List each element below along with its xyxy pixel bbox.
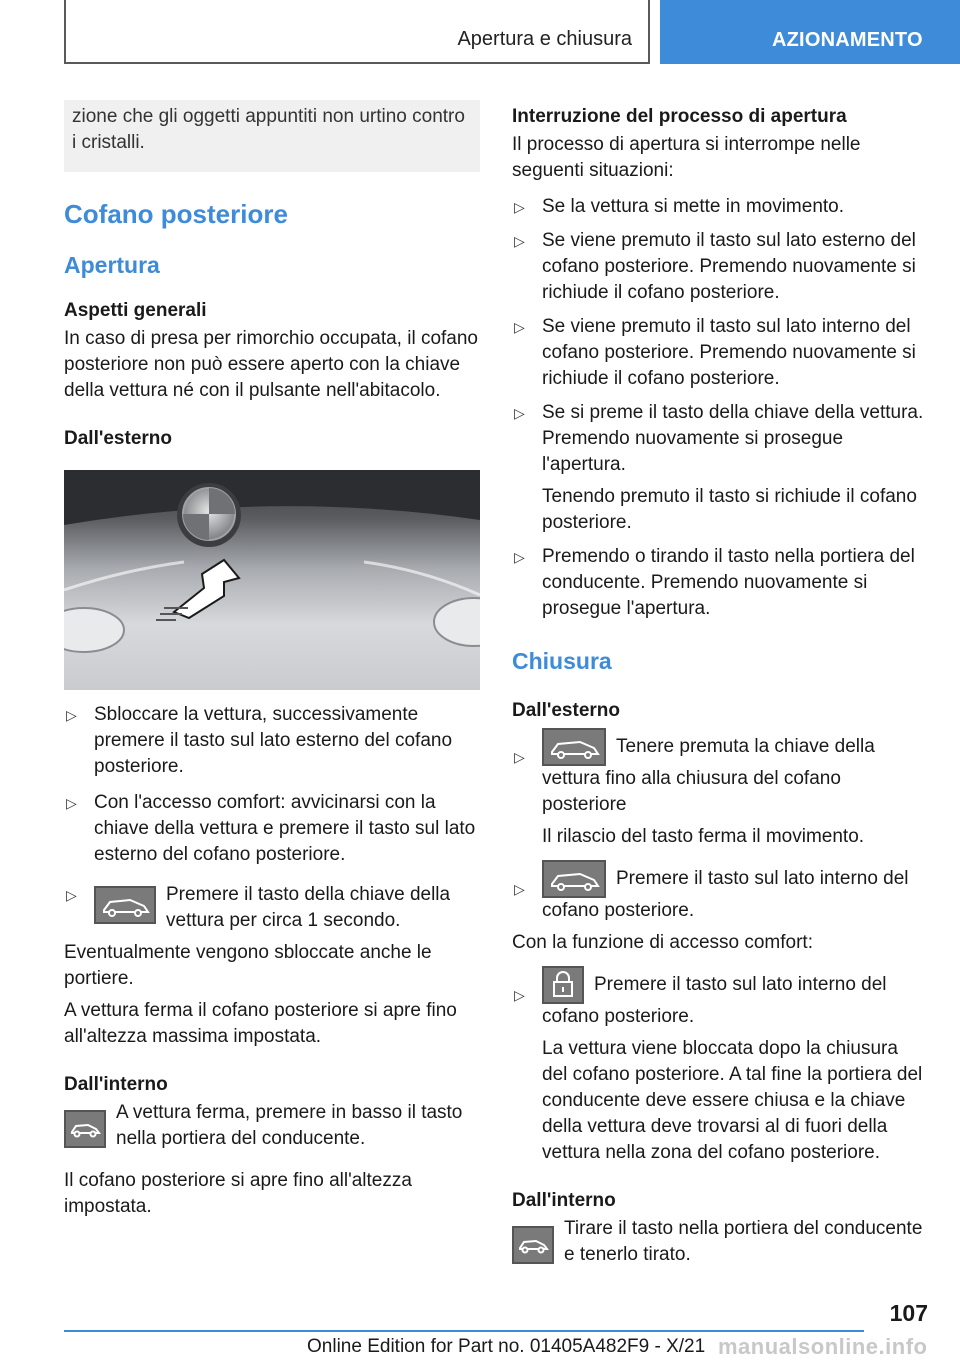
car-tailgate-icon xyxy=(64,1110,106,1148)
car-tailgate-icon xyxy=(542,860,606,898)
list-item: ▷ Se viene premuto il tasto sul lato interno del cofano posteriore. Premendo nuovamente si richiude il cofano posteriore. xyxy=(514,316,916,389)
general-text: In caso di presa per rimorchio occupata, il cofano posteriore non può essere aperto con la chiave della vettura né con il pulsante nell'abitacolo. xyxy=(64,328,478,401)
list-item: ▷ Se si preme il tasto della chiave della vettura. Premendo nuovamente si prosegue l'apertura. Tenendo premuto il tasto si richiude il cofano posteriore. xyxy=(514,402,924,533)
list-item: ▷ Se la vettura si mette in movimento. xyxy=(512,194,928,220)
bullet-icon: ▷ xyxy=(514,199,525,215)
para-doors: Eventualmente vengono sbloccate anche le portiere. xyxy=(64,942,432,989)
inside-close-instruction: Tirare il tasto nella portiera del conducente e tenerlo tirato. xyxy=(512,1216,928,1268)
tailgate-photo-illustration xyxy=(64,470,480,690)
left-column xyxy=(64,100,480,1220)
lock-icon xyxy=(542,966,584,1004)
subsection-title-closing: Chiusura xyxy=(512,648,612,674)
bullet-icon: ▷ xyxy=(66,795,77,811)
heading-interrupt: Interruzione del processo di apertura xyxy=(512,106,847,127)
header-section-title: Apertura e chiusura xyxy=(457,28,632,50)
car-tailgate-icon xyxy=(512,1226,554,1264)
header-chapter-label: AZIONAMENTO xyxy=(772,29,923,51)
header-chapter-tab[interactable] xyxy=(660,0,960,64)
list-item: ▷ Premere il tasto della chiave della vettura per circa 1 secondo. xyxy=(66,884,451,931)
header-section-box xyxy=(64,0,650,64)
tailgate-button-photo xyxy=(64,470,480,690)
watermark-logo: manualsonline.info xyxy=(718,1334,928,1359)
list-item: ▷ Premere il tasto sul lato interno del cofano posteriore. xyxy=(512,860,928,924)
close-bullets xyxy=(512,728,928,924)
car-tailgate-icon xyxy=(94,886,156,924)
para-max-height: A vettura ferma il cofano posteriore si apre fino all'altezza massima impostata. xyxy=(64,1000,457,1047)
inside-instruction: A vettura ferma, premere in basso il tasto nella portiera del conducente. xyxy=(64,1100,480,1152)
opening-bullets xyxy=(64,702,480,934)
bullet-icon: ▷ xyxy=(514,233,525,249)
bullet-icon: ▷ xyxy=(514,549,525,565)
heading-inside: Dall'interno xyxy=(64,1074,168,1095)
bullet-icon: ▷ xyxy=(66,887,77,903)
para-opens-height: Il cofano posteriore si apre fino all'altezza impostata. xyxy=(64,1170,412,1217)
list-item: ▷ Sbloccare la vettura, successivamente premere il tasto sul lato esterno del cofano posteriore. xyxy=(66,704,453,777)
interrupt-text: Il processo di apertura si interrompe nelle seguenti situazioni: xyxy=(512,134,861,181)
interrupt-bullets xyxy=(512,194,928,622)
list-item: ▷ Se viene premuto il tasto sul lato esterno del cofano posteriore. Premendo nuovamente si richiude il cofano posteriore. xyxy=(514,230,916,303)
bullet-icon: ▷ xyxy=(66,707,77,723)
heading-inside-close: Dall'interno xyxy=(512,1190,616,1211)
note-box: zione che gli oggetti appuntiti non urtino contro i cristalli. xyxy=(64,100,480,172)
heading-outside: Dall'esterno xyxy=(64,428,172,449)
subsection-title-opening: Apertura xyxy=(64,252,160,278)
list-item: ▷ Tenere premuta la chiave della vettura fino alla chiusura del cofano posteriore Il rilascio del tasto ferma il movimento. xyxy=(512,728,928,850)
footer-divider xyxy=(64,1330,864,1332)
list-item: ▷ Premere il tasto sul lato interno del cofano posteriore. La vettura viene bloccata dopo la chiusura del cofano posteriore. A tal fine la portiera del conducente deve essere chiusa e la chiave della vettura deve trovarsi al di fuori della vettura nella zona del cofano posteriore. xyxy=(512,966,928,1166)
heading-general: Aspetti generali xyxy=(64,300,207,321)
right-column xyxy=(512,100,928,1268)
bullet-icon: ▷ xyxy=(514,319,525,335)
heading-outside-close: Dall'esterno xyxy=(512,700,620,721)
bullet-icon: ▷ xyxy=(514,749,525,765)
bullet-icon: ▷ xyxy=(514,405,525,421)
bullet-icon: ▷ xyxy=(514,987,525,1003)
lock-bullets xyxy=(512,966,928,1166)
car-tailgate-icon xyxy=(542,728,606,766)
bullet-icon: ▷ xyxy=(514,881,525,897)
section-title: Cofano posteriore xyxy=(64,199,288,229)
page-number: 107 xyxy=(889,1300,928,1326)
list-item: ▷ Premendo o tirando il tasto nella portiera del conducente. Premendo nuovamente si prosegue l'apertura. xyxy=(514,546,915,619)
list-item: ▷ Con l'accesso comfort: avvicinarsi con la chiave della vettura e premere il tasto sul lato esterno del cofano posteriore. xyxy=(66,792,476,865)
comfort-text: Con la funzione di accesso comfort: xyxy=(512,932,813,953)
footer-edition: Online Edition for Part no. 01405A482F9 - X/21 xyxy=(307,1336,706,1357)
